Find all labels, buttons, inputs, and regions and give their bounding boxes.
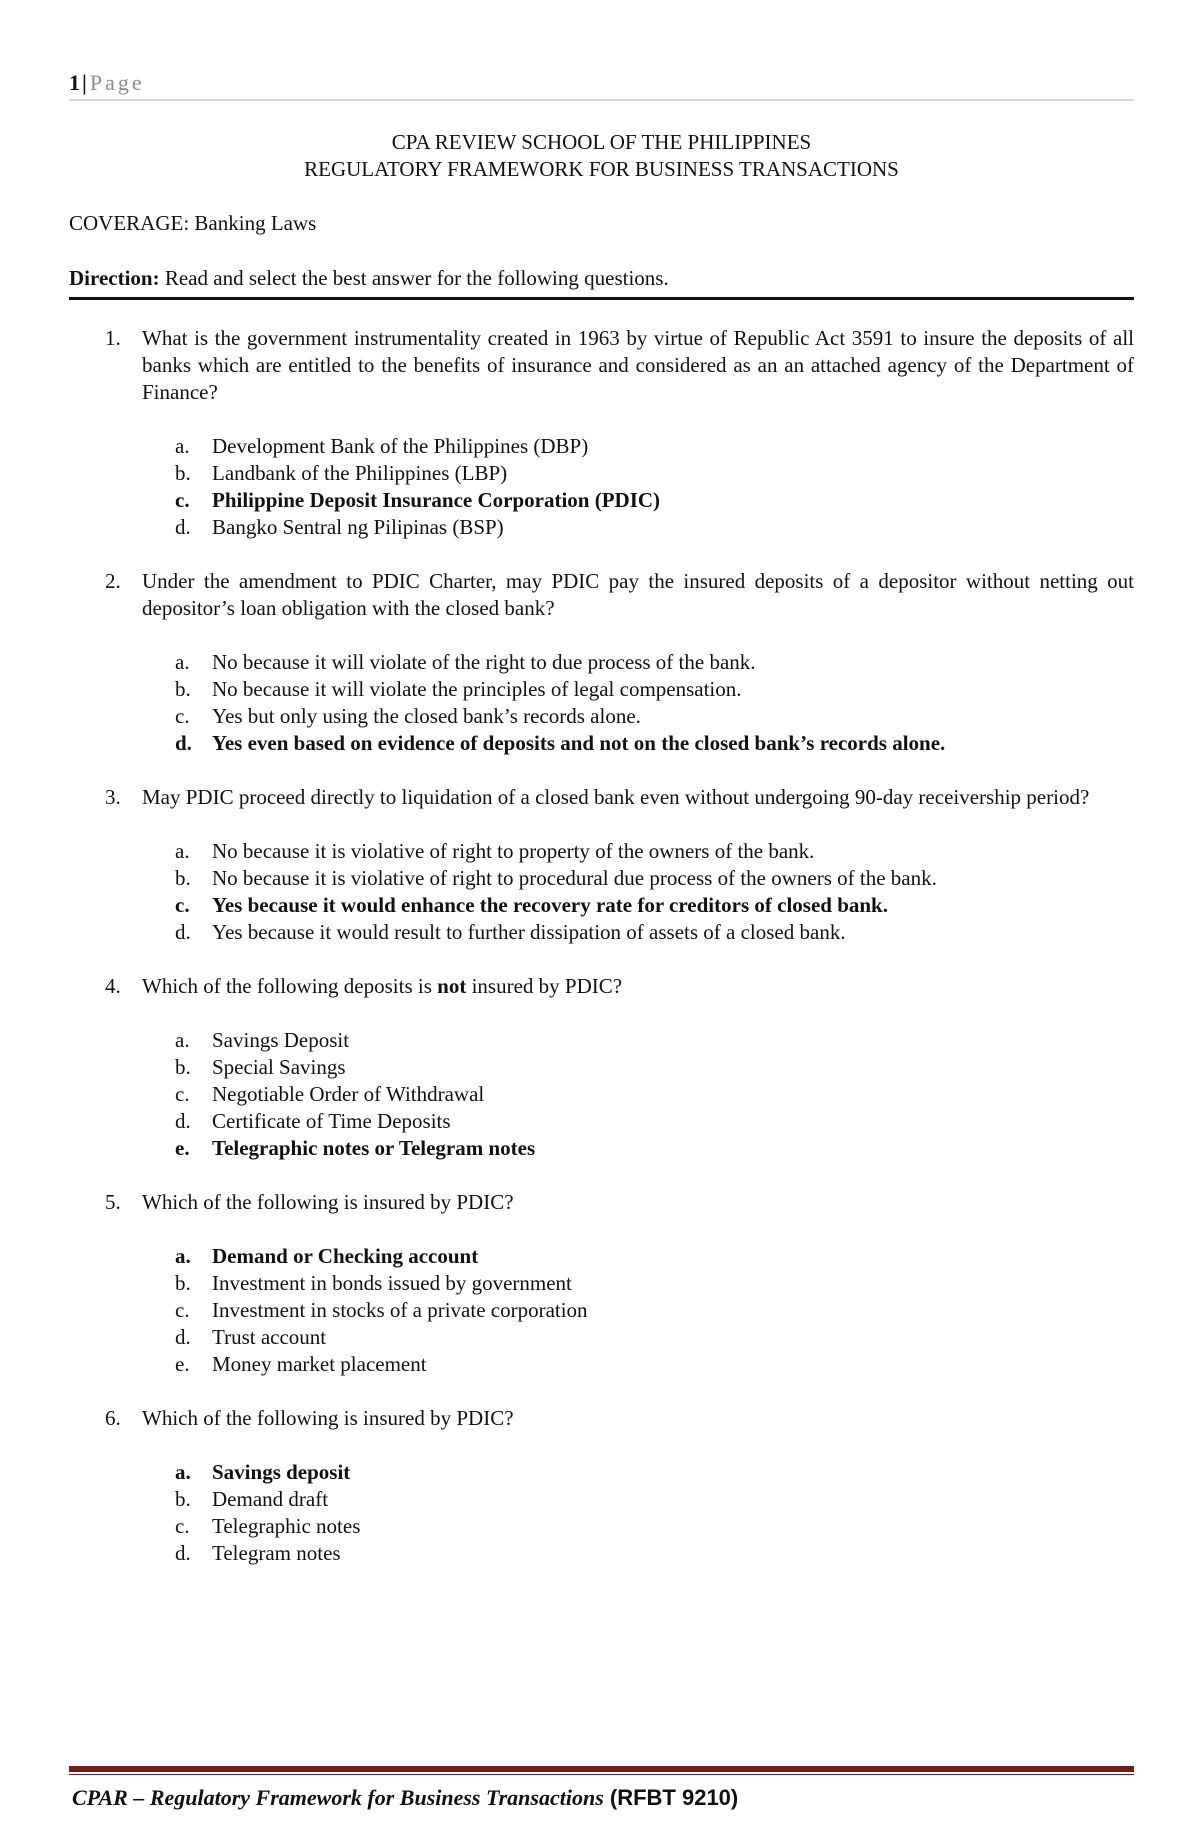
footer-divider (69, 1766, 1134, 1775)
footer-course-title: CPAR – Regulatory Framework for Business Transactions (72, 1785, 604, 1810)
option-text: Demand draft (212, 1487, 329, 1511)
option-text: Telegraphic notes (212, 1514, 361, 1538)
option-letter: b. (175, 677, 191, 701)
question-5 (69, 1189, 1134, 1378)
question-4 (69, 973, 1134, 1162)
option-letter: d. (175, 1541, 191, 1565)
option-text: Trust account (212, 1325, 327, 1349)
direction-label: Direction: (69, 266, 160, 290)
option-text: Demand or Checking account (212, 1244, 479, 1268)
direction-line (69, 265, 1134, 300)
option-text: No because it will violate of the right to due process of the bank. (212, 650, 756, 674)
options-list (69, 1243, 1134, 1378)
option-letter: d. (175, 731, 192, 755)
question-number: 4. (105, 974, 121, 998)
question-text: Under the amendment to PDIC Charter, may PDIC pay the insured deposits of a depositor without netting out depositor’s loan obligation with the closed bank? (142, 569, 1134, 620)
option-text: Investment in bonds issued by government (212, 1271, 572, 1295)
options-list (69, 433, 1134, 541)
options-list (69, 1459, 1134, 1567)
option-text: Telegram notes (212, 1541, 341, 1565)
option-e (69, 1351, 1134, 1378)
option-letter: b. (175, 461, 191, 485)
options-list (69, 838, 1134, 946)
option-letter: d. (175, 1109, 191, 1133)
option-a-correct (69, 1243, 1134, 1270)
option-text: Investment in stocks of a private corporation (212, 1298, 588, 1322)
option-letter: b. (175, 1487, 191, 1511)
document-titles (69, 129, 1134, 183)
option-b (69, 460, 1134, 487)
option-d-correct (69, 730, 1134, 757)
option-b (69, 676, 1134, 703)
option-text: No because it is violative of right to procedural due process of the owners of the bank. (212, 866, 937, 890)
option-text: No because it is violative of right to property of the owners of the bank. (212, 839, 815, 863)
option-letter: b. (175, 1055, 191, 1079)
option-c (69, 1297, 1134, 1324)
option-text: Negotiable Order of Withdrawal (212, 1082, 485, 1106)
option-letter: b. (175, 866, 191, 890)
question-text: Which of the following is insured by PDIC? (142, 1190, 514, 1214)
direction-text: Read and select the best answer for the following questions. (159, 266, 669, 290)
option-d (69, 919, 1134, 946)
option-c (69, 1081, 1134, 1108)
question-number: 3. (105, 785, 121, 809)
options-list (69, 1027, 1134, 1162)
option-letter: d. (175, 515, 191, 539)
footer-course-code: (RFBT 9210) (603, 1785, 739, 1810)
option-letter: a. (175, 650, 190, 674)
option-letter: a. (175, 1244, 191, 1268)
option-c (69, 703, 1134, 730)
page-header (69, 70, 1134, 101)
options-list (69, 649, 1134, 757)
option-a (69, 838, 1134, 865)
option-letter: c. (175, 1082, 190, 1106)
option-b (69, 1270, 1134, 1297)
question-text: May PDIC proceed directly to liquidation of a closed bank even without undergoing 90-day receivership period? (142, 785, 1090, 809)
question-6 (69, 1405, 1134, 1567)
question-text: Which of the following is insured by PDIC? (142, 1406, 514, 1430)
option-c-correct (69, 487, 1134, 514)
option-text: Telegraphic notes or Telegram notes (212, 1136, 536, 1160)
option-text: Savings deposit (212, 1460, 351, 1484)
question-number: 6. (105, 1406, 121, 1430)
school-title: CPA REVIEW SCHOOL OF THE PHILIPPINES (391, 130, 812, 154)
question-2 (69, 568, 1134, 757)
coverage-line: COVERAGE: Banking Laws (69, 211, 317, 235)
option-d (69, 1540, 1134, 1567)
option-text: Certificate of Time Deposits (212, 1109, 451, 1133)
option-letter: b. (175, 1271, 191, 1295)
page-footer (72, 1784, 738, 1812)
option-text: Yes but only using the closed bank’s records alone. (212, 704, 641, 728)
page-number: 1 (69, 70, 80, 95)
option-b (69, 1054, 1134, 1081)
option-text: Money market placement (212, 1352, 427, 1376)
option-a (69, 649, 1134, 676)
option-d (69, 514, 1134, 541)
option-letter: d. (175, 920, 191, 944)
option-letter: a. (175, 1028, 190, 1052)
option-a (69, 433, 1134, 460)
option-e-correct (69, 1135, 1134, 1162)
option-letter: d. (175, 1325, 191, 1349)
option-a-correct (69, 1459, 1134, 1486)
option-text: Landbank of the Philippines (LBP) (212, 461, 508, 485)
question-list (69, 325, 1134, 1594)
subject-title: REGULATORY FRAMEWORK FOR BUSINESS TRANSACTIONS (304, 157, 899, 181)
page-separator: | (82, 70, 87, 95)
option-letter: e. (175, 1352, 190, 1376)
option-letter: c. (175, 893, 190, 917)
question-text (142, 973, 1134, 1000)
question-3 (69, 784, 1134, 946)
option-letter: a. (175, 839, 190, 863)
option-letter: c. (175, 1514, 190, 1538)
option-c (69, 1513, 1134, 1540)
question-text: What is the government instrumentality created in 1963 by virtue of Republic Act 3591 to insure the deposits of all banks which are entitled to the benefits of insurance and considered as an an attached agency of the Department of Finance? (142, 326, 1134, 404)
option-text: Bangko Sentral ng Pilipinas (BSP) (212, 515, 504, 539)
option-text: Savings Deposit (212, 1028, 350, 1052)
option-a (69, 1027, 1134, 1054)
option-text: No because it will violate the principles of legal compensation. (212, 677, 742, 701)
option-text: Philippine Deposit Insurance Corporation (PDIC) (212, 488, 661, 512)
option-text: Development Bank of the Philippines (DBP) (212, 434, 589, 458)
option-letter: c. (175, 488, 190, 512)
option-text: Yes because it would enhance the recovery rate for creditors of closed bank. (212, 893, 888, 917)
question-number: 5. (105, 1190, 121, 1214)
page-word: Page (89, 70, 145, 95)
question-text-after: insured by PDIC? (466, 974, 623, 998)
question-text-emphasis: not (437, 974, 467, 998)
question-text-before: Which of the following deposits is (142, 974, 438, 998)
option-letter: a. (175, 1460, 191, 1484)
option-letter: c. (175, 704, 190, 728)
option-text: Yes even based on evidence of deposits and not on the closed bank’s records alone. (212, 731, 946, 755)
option-letter: a. (175, 434, 190, 458)
question-number: 2. (105, 569, 121, 593)
option-d (69, 1108, 1134, 1135)
option-text: Yes because it would result to further dissipation of assets of a closed bank. (212, 920, 846, 944)
question-1 (69, 325, 1134, 541)
option-b (69, 1486, 1134, 1513)
option-letter: e. (175, 1136, 190, 1160)
question-number: 1. (105, 326, 121, 350)
option-c-correct (69, 892, 1134, 919)
option-text: Special Savings (212, 1055, 346, 1079)
option-letter: c. (175, 1298, 190, 1322)
option-d (69, 1324, 1134, 1351)
option-b (69, 865, 1134, 892)
